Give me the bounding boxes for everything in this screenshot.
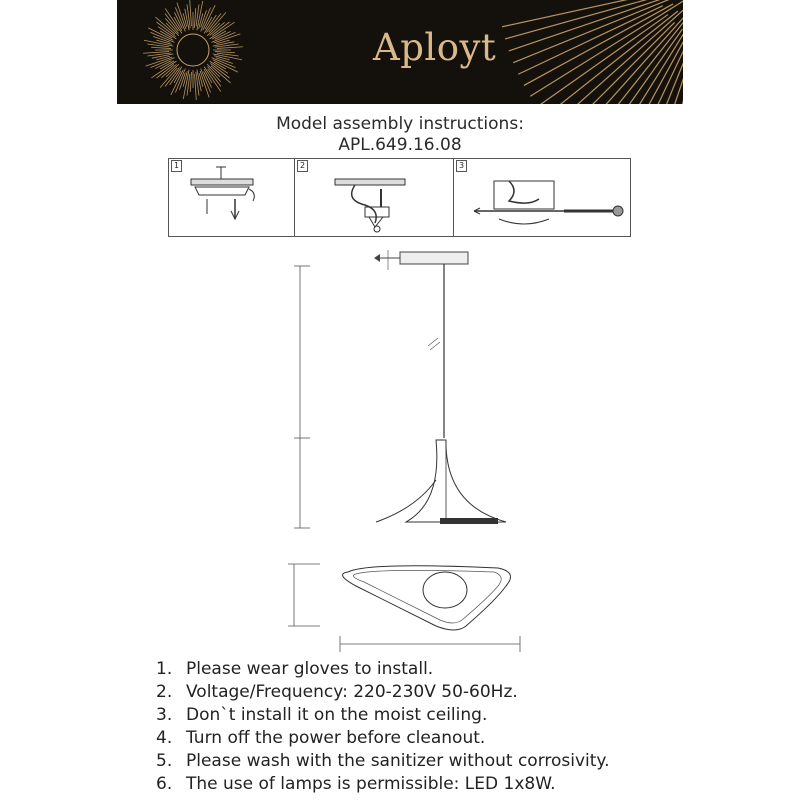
step-number: 1: [171, 160, 182, 172]
instruction-item: [156, 773, 609, 796]
item-number: 3.: [156, 705, 173, 725]
item-text: The use of lamps is permissible: LED 1x8W.: [186, 774, 556, 794]
instruction-item: [156, 704, 609, 727]
assembly-step: [294, 159, 453, 236]
item-text: Don`t install it on the moist ceiling.: [186, 705, 488, 725]
model-number: APL.649.16.08: [338, 135, 462, 155]
item-number: 1.: [156, 659, 173, 679]
instructions-list: [156, 658, 609, 796]
assembly-steps: [168, 158, 631, 237]
step-illustration: [295, 159, 454, 236]
step-illustration: [169, 159, 294, 236]
brand-banner: [117, 0, 683, 104]
item-text: Please wear gloves to install.: [186, 659, 434, 679]
item-number: 4.: [156, 728, 173, 748]
item-text: Please wash with the sanitizer without corrosivity.: [186, 751, 610, 771]
instruction-item: [156, 681, 609, 704]
assembly-step: [169, 159, 294, 236]
instruction-item: [156, 727, 609, 750]
item-text: Turn off the power before cleanout.: [186, 728, 486, 748]
item-number: 5.: [156, 751, 173, 771]
step-illustration: [454, 159, 631, 236]
document-title: Model assembly instructions:: [276, 114, 524, 134]
item-number: 6.: [156, 774, 173, 794]
assembly-step: [453, 159, 630, 236]
step-number: 2: [297, 160, 308, 172]
lamp-technical-drawing: [280, 248, 540, 653]
brand-logo-text: Aployt: [373, 26, 497, 69]
instruction-item: [156, 750, 609, 773]
instruction-item: [156, 658, 609, 681]
item-text: Voltage/Frequency: 220-230V 50-60Hz.: [186, 682, 518, 702]
step-number: 3: [456, 160, 467, 172]
item-number: 2.: [156, 682, 173, 702]
